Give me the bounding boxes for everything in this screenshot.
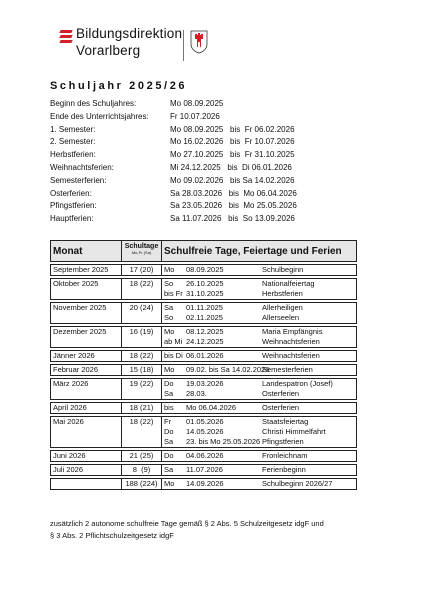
free-day-entry [164, 465, 354, 475]
info-value: Mi 24.12.2025 bis Di 06.01.2026 [170, 162, 292, 172]
month-cell: Mai 2026 [51, 417, 122, 448]
free-days-cell [162, 265, 357, 276]
free-days-cell [162, 403, 357, 414]
description: Christi Himmelfahrt [262, 427, 326, 436]
school-days-cell: 188 (224) [122, 479, 162, 490]
header-school-days [122, 241, 162, 262]
date: 24.12.2025 [186, 337, 224, 346]
month-cell: Juli 2026 [51, 465, 122, 476]
date: 23. bis Mo 25.05.2026 [186, 437, 261, 446]
description: Osterferien [262, 403, 300, 412]
date: 04.06.2026 [186, 451, 224, 460]
info-row [50, 136, 340, 149]
info-row [50, 149, 340, 162]
info-value: Sa 11.07.2026 bis So 13.09.2026 [170, 214, 295, 224]
info-value: Mo 08.09.2025 [170, 99, 224, 108]
info-label: Herbstferien: [50, 150, 96, 160]
info-row [50, 111, 340, 124]
header-school-days-sub: Mo-Fr (Sa) [131, 250, 152, 255]
free-day-entry [164, 379, 354, 389]
page-title: Schuljahr 2025/26 [50, 80, 188, 92]
description: Semesterferien [262, 365, 313, 374]
free-day-entry [164, 303, 354, 313]
free-days-cell [162, 279, 357, 300]
free-days-cell [162, 465, 357, 476]
weekday: Sa [164, 389, 174, 398]
table-row [51, 465, 357, 476]
table-row [51, 403, 357, 414]
table-row [51, 351, 357, 362]
info-row [50, 200, 340, 213]
free-day-entry [164, 365, 354, 375]
header-free-days: Schulfreie Tage, Feiertage und Ferien [162, 241, 357, 262]
school-days-cell: 16 (19) [122, 327, 162, 348]
free-day-entry [164, 417, 354, 427]
weekday: So [164, 279, 174, 288]
org-name-line2: Vorarlberg [76, 43, 141, 58]
date: 08.12.2025 [186, 327, 224, 336]
info-row [50, 124, 340, 137]
free-days-cell [162, 327, 357, 348]
school-days-cell: 18 (21) [122, 403, 162, 414]
free-days-cell [162, 303, 357, 324]
info-value: Mo 08.09.2025 bis Fr 06.02.2026 [170, 124, 295, 134]
table-row [51, 303, 357, 324]
info-label: Weihnachtsferien: [50, 162, 114, 172]
school-days-cell: 18 (22) [122, 417, 162, 448]
info-label: Hauptferien: [50, 214, 94, 224]
free-days-cell [162, 479, 357, 490]
date: 06.01.2026 [186, 351, 224, 360]
month-cell: März 2026 [51, 379, 122, 400]
info-row [50, 162, 340, 175]
date: 01.11.2025 [186, 303, 223, 312]
info-value: Mo 09.02.2026 bis Sa 14.02.2026 [170, 175, 295, 185]
free-days-cell [162, 451, 357, 462]
date: 19.03.2026 [186, 379, 224, 388]
free-day-entry [164, 437, 354, 447]
info-label: 2. Semester: [50, 137, 96, 147]
org-name-line1: Bildungsdirektion [76, 26, 183, 41]
info-value: Sa 23.05.2026 bis Mo 25.05.2026 [170, 201, 297, 211]
date: 14.05.2026 [186, 427, 224, 436]
header-month: Monat [51, 241, 122, 262]
school-days-cell: 20 (24) [122, 303, 162, 324]
date: 01.05.2026 [186, 417, 224, 426]
free-days-cell [162, 417, 357, 448]
table-row [51, 479, 357, 490]
weekday: Sa [164, 437, 174, 446]
table-row [51, 279, 357, 300]
footnote [50, 518, 324, 542]
weekday: Mo [164, 365, 175, 374]
date: 14.09.2026 [186, 479, 224, 488]
info-label: Semesterferien: [50, 175, 107, 185]
header-school-days-label: Schultage [124, 243, 159, 250]
weekday: Sa [164, 465, 174, 474]
date: 31.10.2025 [186, 289, 224, 298]
free-day-entry [164, 265, 354, 275]
description: Fronleichnam [262, 451, 308, 460]
weekday: bis [164, 403, 174, 412]
month-cell: Juni 2026 [51, 451, 122, 462]
info-value: Sa 28.03.2026 bis Mo 06.04.2026 [170, 188, 297, 198]
table-row [51, 451, 357, 462]
info-label: Beginn des Schuljahres: [50, 99, 137, 108]
table-row [51, 379, 357, 400]
school-days-cell: 17 (20) [122, 265, 162, 276]
month-cell [51, 479, 122, 490]
description: Weihnachtsferien [262, 351, 320, 360]
vorarlberg-crest-icon [190, 30, 208, 54]
brand-logo [60, 30, 72, 45]
school-days-cell: 8 (9) [122, 465, 162, 476]
info-value: Mo 16.02.2026 bis Fr 10.07.2026 [170, 137, 295, 147]
info-label: Pfingstferien: [50, 201, 97, 211]
month-cell: September 2025 [51, 265, 122, 276]
free-day-entry [164, 279, 354, 289]
free-day-entry [164, 389, 354, 399]
weekday: Fr [164, 417, 172, 426]
weekday: Mo [164, 479, 175, 488]
free-days-cell [162, 365, 357, 376]
date: 08.09.2025 [186, 265, 224, 274]
free-day-entry [164, 313, 354, 323]
school-days-cell: 21 (25) [122, 451, 162, 462]
weekday: Do [164, 427, 174, 436]
school-days-cell: 18 (22) [122, 279, 162, 300]
free-day-entry [164, 427, 354, 437]
month-cell: Dezember 2025 [51, 327, 122, 348]
month-cell: Oktober 2025 [51, 279, 122, 300]
info-value: Mo 27.10.2025 bis Fr 31.10.2025 [170, 150, 295, 160]
school-days-cell: 18 (22) [122, 351, 162, 362]
header-divider [183, 30, 184, 61]
weekday: bis Fr [164, 289, 183, 298]
weekday: So [164, 313, 174, 322]
description: Landespatron (Josef) [262, 379, 333, 388]
free-days-cell [162, 351, 357, 362]
description: Nationalfeiertag [262, 279, 315, 288]
info-value: Fr 10.07.2026 [170, 111, 220, 121]
info-label: Osterferien: [50, 188, 92, 198]
description: Herbstferien [262, 289, 303, 298]
month-cell: Februar 2026 [51, 365, 122, 376]
weekday: bis Di [164, 351, 183, 360]
description: Maria Empfängnis [262, 327, 323, 336]
description: Allerseelen [262, 313, 300, 322]
free-day-entry [164, 451, 354, 461]
info-row [50, 98, 340, 111]
description: Ferienbeginn [262, 465, 306, 474]
info-row [50, 175, 340, 188]
info-row [50, 213, 340, 226]
date: 09.02. bis Sa 14.02.2026 [186, 365, 270, 374]
school-days-cell: 15 (18) [122, 365, 162, 376]
table-row [51, 417, 357, 448]
date: 26.10.2025 [186, 279, 224, 288]
info-label: Ende des Unterrichtsjahres: [50, 111, 149, 121]
free-day-entry [164, 403, 354, 413]
description: Pfingstferien [262, 437, 304, 446]
description: Staatsfeiertag [262, 417, 309, 426]
footnote-line: § 3 Abs. 2 Pflichtschulzeitgesetz idgF [50, 531, 174, 540]
weekday: Mo [164, 265, 175, 274]
free-day-entry [164, 479, 354, 489]
description: Allerheiligen [262, 303, 303, 312]
month-cell: November 2025 [51, 303, 122, 324]
date: 02.11.2025 [186, 313, 223, 322]
weekday: Sa [164, 303, 174, 312]
month-cell: April 2026 [51, 403, 122, 414]
free-day-entry [164, 289, 354, 299]
table-row [51, 365, 357, 376]
table-row [51, 327, 357, 348]
month-cell: Jänner 2026 [51, 351, 122, 362]
free-day-entry [164, 351, 354, 361]
free-days-cell [162, 379, 357, 400]
weekday: Do [164, 451, 174, 460]
description: Osterferien [262, 389, 300, 398]
description: Schulbeginn [262, 265, 304, 274]
footnote-line: zusätzlich 2 autonome schulfreie Tage gemäß § 2 Abs. 5 Schulzeitgesetz idgF und [50, 519, 324, 528]
weekday: ab Mi [164, 337, 183, 346]
free-day-entry [164, 337, 354, 347]
free-day-entry [164, 327, 354, 337]
description: Weihnachtsferien [262, 337, 320, 346]
info-row [50, 188, 340, 201]
date: 28.03. [186, 389, 207, 398]
description: Schulbeginn 2026/27 [262, 479, 333, 488]
school-year-info [50, 98, 340, 226]
school-days-cell: 19 (22) [122, 379, 162, 400]
table-row [51, 265, 357, 276]
weekday: Do [164, 379, 174, 388]
weekday: Mo [164, 327, 175, 336]
calendar-table [50, 240, 357, 490]
date: Mo 06.04.2026 [186, 403, 237, 412]
info-label: 1. Semester: [50, 124, 96, 134]
date: 11.07.2026 [186, 465, 223, 474]
